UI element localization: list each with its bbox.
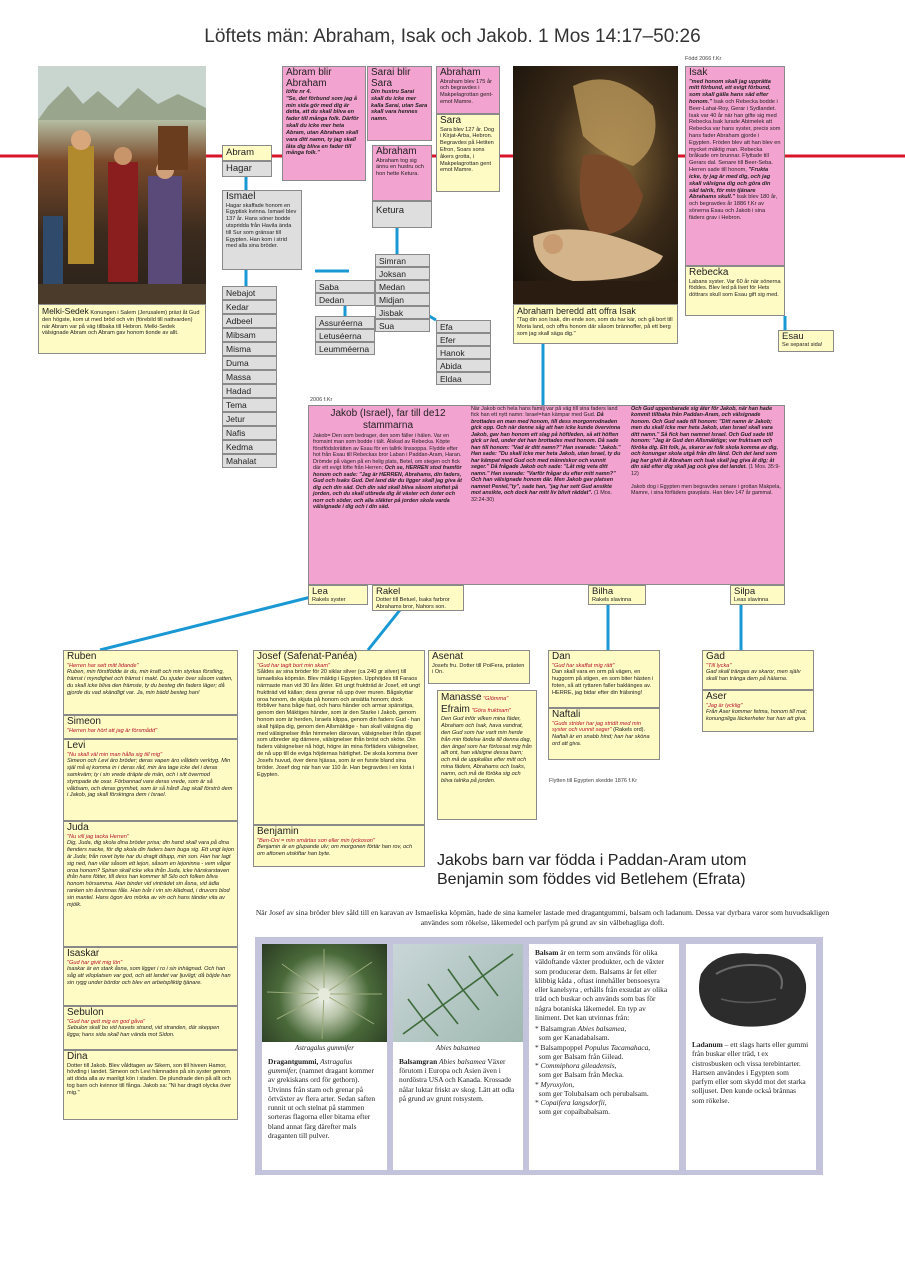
benjamin-name: Benjamin (257, 826, 299, 837)
list-item: * Copaifera langsdorfii, som ger copaibabalsam. (535, 1098, 610, 1117)
bilha-box (588, 585, 646, 605)
list-item: Nebajot (222, 286, 277, 300)
jakob-col3-end: Jakob dog i Egypten men begravdes senare i grottan Makpela, Mamre, i sina förfäders gravplats. Han blev 147 år gammal. (631, 483, 781, 497)
jakob-box (308, 405, 785, 585)
naftali-box (548, 708, 660, 760)
list-item: Mibsam (222, 328, 277, 342)
abraham-ketura-name: Abraham (376, 146, 417, 157)
list-item: Sua (375, 319, 430, 332)
balsam-item-latin: Populus Tacamahaca, (584, 1042, 651, 1052)
list-item: Misma (222, 342, 277, 356)
ladanum-text: – ett slags harts eller gummi från buskar eller träd, t ex cistrosbusken och vissa terebintarter. Hartsen användes i Egypten som parfym eller som skydd mot det starka solljuset. Den kunde också brännas som rökelse. (692, 1040, 809, 1105)
dragant-text: (namnet dragant kommer av grekiskans ord för gethorn). Utvinns från stam och grenar på örtväxter av flera arter. Sedan saften runnit ut och stelnat på stammen sorteras flagorna eller bitarna efter bland annat färg därefter mals draganten till pulver. (268, 1066, 376, 1140)
isaskar-name: Isaskar (67, 948, 100, 959)
ismael-box (222, 190, 302, 270)
balsam-branch (393, 944, 523, 1042)
abraham-death-text: Abraham blev 175 år och begravdes i Makpelagrottan gent-emot Mamre. (440, 78, 493, 105)
sara-name: Sara (440, 115, 462, 126)
gad-text: Gad skall trängas av skaror, men själv skall han tränga dem på hälarna. (706, 669, 801, 683)
manasse-name: Manasse (441, 692, 482, 703)
sebulon-text: Sebulon skall bo vid havets strand, vid stranden, där skeppen ligga; hans sida skall han vända mot Sidon. (67, 1025, 220, 1039)
list-item: Letuséerna (315, 329, 375, 342)
rebecka-text: Labans syster. Var 60 år när sönerna föddes. Blev led på livet för Hets döttrars skull som Esau gift sig med. (689, 278, 781, 299)
naftali-name: Naftali (552, 709, 581, 720)
levi-name: Levi (67, 740, 86, 751)
list-item: Tema (222, 398, 277, 412)
isak-name: Isak (689, 67, 708, 78)
balsam-tree-panel (393, 944, 523, 1170)
rakel-text: Dotter till Betuel, Isaks farbror Abrahams bror, Nahors son. (376, 596, 450, 610)
benjamin-meaning: "Ben-Oni = min smärtas son eller min lyckoson" (257, 837, 375, 844)
abraham-death-box (436, 66, 500, 114)
abraham-ketura-text: Abraham tog sig ännu en hustru och hon hette Ketura. (376, 157, 424, 178)
sebulon-box (63, 1006, 238, 1050)
isaskar-text: Isaskar är en stark åsna, som ligger i ro i sin inhägnad. Och han såg att viloplatsen var god, och att landet var ljuvligt; då böjde han sin rygg under bördor och blev en arbetspliktig tjänare. (67, 966, 231, 986)
ladanum-resin (686, 944, 816, 1034)
jakob-col2-quote: Då brottades en man med honom, till dess morgonrodnaden gick opp. Och när denne såg att han icke kunde övervinna Jakob, gav han honom ett slag på höftleden, så att höften gick ur led, under det han brottades med honom. Då sade han till honom: "Vad är ditt namn?" Han svarade: "Jakob." Han sade: "Du skall icke mer heta Jakob, utan Israel, ty du har kämpat med Gud och med människor och vunnit seger." Då frågade Jakob och sade: "Låt mig veta ditt namn." Han svarade: "Varför frågar du efter mitt namn?" Och han välsignade honom där. Men Jakob gav platsen namnet Peniel,"ty", sade han, "jag har sett Gud ansikte mot ansikte, och dock har mitt liv blivit räddat". (471, 412, 621, 497)
ruben-meaning: "Herren har sett mitt lidande" (67, 662, 139, 669)
ismael-text: Hagar skaffade honom en Egyptisk kvinna. Ismael blev 137 år. Hans söner bodde utspridda från Havila ända till Sur som gränsar till Egypten. Han kom i strid med alla sina bröder. (226, 202, 297, 250)
balsam-item-latin: Copaifera langsdorfii, (540, 1098, 607, 1107)
ruben-text: Ruben, min förstfödde är du, min kraft och min styrkas förstling, främst i myndighet och främst i makt. Du sjuder över såsom vatten, du skall icke bliva den främste, ty du besteg din faders läger; då gjorde du vad skändligt var. Ja, min bädd besteg han! (67, 669, 233, 696)
silpa-box (730, 585, 785, 605)
lea-name: Lea (312, 586, 328, 597)
jakob-col2 (471, 406, 623, 503)
dina-name: Dina (67, 1051, 88, 1062)
simeon-name: Simeon (67, 716, 101, 727)
list-item: Hanok (436, 346, 491, 359)
section-heading: Jakobs barn var födda i Paddan-Aram utom Benjamin som föddes vid Betlehem (Efrata) (437, 852, 747, 889)
list-item: Adbeel (222, 314, 277, 328)
abram-blir-abraham-name: Abram blir Abraham (286, 67, 332, 89)
dan-meaning: "Gud har skaffat mig rätt" (552, 662, 615, 669)
jakob-col1-quote: Och se, HERREN stod framför honom och sade: "Jag är HERREN, Abrahams, din faders, Gud och Isaks Gud. Det land där du ligger skall jag giva åt dig och din säd. Och din säd skall bliva såsom stoftet på jorden, och du skall utbreda dig åt väster och öster och norr och söder, och alla släkter på jorden skola varda välsignade i dig och i din säd. (313, 465, 462, 511)
dragant-latin: Astragalus gummifer, (268, 1056, 353, 1075)
lea-box (308, 585, 368, 605)
isaskar-box (63, 947, 238, 1006)
simeon-meaning: "Herren har hört att jag är försmådd" (67, 727, 158, 734)
list-item: * Commiphora gileadensis, som ger Balsam från Mecka. (535, 1061, 624, 1080)
balsam-title: Balsam (535, 948, 559, 957)
balsam-item-pre: Balsamgran (540, 1024, 576, 1033)
list-item: Jisbak (375, 306, 430, 319)
balsam-item-latin: Myroxylon, (540, 1079, 575, 1089)
hagar-box: Hagar (222, 161, 272, 177)
gad-box (702, 650, 814, 690)
asenat-name: Asenat (432, 651, 464, 662)
list-item: Kedar (222, 300, 277, 314)
esau-box (778, 330, 834, 352)
juda-box (63, 821, 238, 947)
balsam-tree-title: Balsamgran (399, 1056, 438, 1066)
list-item: Efa (436, 320, 491, 333)
balsam-tree-text: Växer förutom i Europa och Asien även i nordöstra USA och Kanada. Krossade nålar luktar friskt av skog. Lätt att odla på grund av grunt rotsystem. (399, 1056, 515, 1103)
ruben-box (63, 650, 238, 715)
isaskar-meaning: "Gud har givit mig lön" (67, 959, 123, 966)
promise-ref: löfte nr 4. (286, 89, 312, 95)
isak-date: Född 2066 f.Kr (685, 56, 722, 62)
list-item: Midjan (375, 293, 430, 306)
list-item: Efer (436, 333, 491, 346)
melkisedek-text: Konungen i Salem (Jerusalem) präst åt Gud den högste, kom ut med bröd och vin (förebild till nattvarden) när Abram var på väg tillbaka till Hebron. Melki-Sedek välsignade Abram och Abram gav honom tionde av allt. (42, 310, 200, 337)
manasse-efraim-box (437, 690, 537, 820)
benjamin-text: Benjamin är en glupande ulv; om morgonen förtär han rov, och om aftonen utskiftar han byte. (257, 844, 413, 858)
juda-meaning: "Nu vill jag tacka Herren" (67, 833, 129, 840)
isak-text1: Isak och Rebecka bodde i Beer-Lahai-Roy, Gerar i Sydlandet. Isak var 40 år när han gifte sig med Rebecka.Isak lurade Abimelek att Rebecka var hans syster, precis som hans fader Abraham gjorde i Egypten. Fröden blev att han blev en mycket mäktig man. Rebecka bråkade om brunnar. Flyttade till Gerars dal. Senare till Beer-Seba. Herren sade till honom, (689, 98, 781, 174)
list-item: Saba (315, 280, 375, 293)
list-item: Assuréerna (315, 316, 375, 329)
efraim-name: Efraim (441, 704, 470, 716)
painting-figures (38, 66, 206, 304)
list-item: * Balsamgran Abies balsamea, som ger Kanadabalsam. (535, 1024, 627, 1043)
dina-text: Dotter till Jakob. Blev våldtagen av Sikem, son till hiveen Hamor, hövding i landet. Simeon och Levi hämnades på sin syster genom att döda alla av manligt kön i staden. De plundrade den på allt och tog barn och kvinnor till fånga. Jakob sa: "Ni har dragit olycka över mig." (67, 1062, 231, 1096)
list-item: Hadad (222, 384, 277, 398)
spice-intro: När Josef av sina bröder blev såld till en karavan av Ismaeliska köpmän, hade de sina kameler lastade med dragantgummi, balsam och ladanum. Dessa var dyrbara varor som huvudsakligen användes som rökelse, läkemedel och parfym på grund av sin välbehagliga doft. (255, 908, 830, 927)
asenat-text: Josefs fru. Dotter till PoiFera, prästen i On. (432, 662, 525, 676)
isak-box (685, 66, 785, 266)
page-title: Löftets män: Abraham, Isak och Jakob. 1 Mos 14:17–50:26 (204, 26, 701, 47)
balsam-panel (529, 944, 679, 1170)
jakob-col2-intro: När Jakob och hela hans familj var på väg till sina faders land fick han ett nytt namn: Israel=han kämpar med Gud. (471, 406, 618, 419)
levi-text: Simeon och Levi äro bröder; deras vapen äro våldets verktyg. Min själ må ej komma in i deras råd, min ära tage icke del i deras samkväm; ty i sin vrede dräpte de män, och i sitt övermod stympade de oxar. Förbannad vare deras vrede, som är så våldsam, och deras grymhet, som är så hård! Jag skall förströ dem i Jakob, jag skall förskingra dem i Israel. (67, 758, 233, 799)
list-item: * Myroxylon, som ger Tolubalsam och perubalsam. (535, 1079, 649, 1098)
jakob-col3 (631, 406, 781, 497)
balsam-item-post: som ger Tolubalsam och perubalsam. (538, 1088, 649, 1098)
sara-box (436, 114, 500, 192)
balsam-list (535, 1024, 673, 1117)
abraham-death-name: Abraham (440, 67, 481, 78)
list-item: Nafis (222, 426, 277, 440)
migration-date: Flytten till Egypten skedde 1876 f.Kr (549, 778, 638, 784)
list-item: Eldaa (436, 372, 491, 385)
benjamin-box (253, 825, 425, 867)
isak-promise: "med honom skall jag upprätta mitt förbund, ett evigt förbund, som skall gälla hans säd efter honom." (689, 78, 771, 105)
lea-text: Rakels syster (312, 596, 346, 603)
sarai-text: Din hustru Sarai skall du icke mer kalla Sarai, utan Sara skall vara hennes namn. (371, 89, 428, 123)
balsam-item-latin: Abies balsamea, (577, 1024, 627, 1033)
balsam-tree-caption: Abies balsamea (435, 1044, 481, 1052)
offering-name: Abraham beredd att offra Isak (517, 306, 636, 316)
list-item: Mahalat (222, 454, 277, 468)
abram-blir-abraham-box (282, 66, 366, 181)
sebulon-meaning: "Gud har gett mig en god gåva" (67, 1018, 145, 1025)
balsam-text: är en term som används för olika väldoftande växter produkter, och de växter som producerar dem. Balsams är fet eller klibbig kåda , oftast innehåller bensoesyra eller kanelsyra , erhålls från exsudat av olika träd och buskar och används som bas för några botaniska läkemedel. En typ av liniment. Det kan utvinnas från: (535, 948, 668, 1022)
ladanum-title: Ladanum (692, 1040, 723, 1049)
silpa-text: Leas slavinna (734, 596, 769, 603)
rebecka-name: Rebecka (689, 267, 729, 278)
juda-name: Juda (67, 822, 89, 833)
list-item: Leumméerna (315, 342, 375, 355)
ruben-name: Ruben (67, 651, 97, 662)
sarai-blir-sara-box (367, 66, 432, 141)
dragant-caption: Astragalus gummifer (295, 1044, 354, 1052)
levi-box (63, 739, 238, 821)
bilha-name: Bilha (592, 586, 614, 597)
offering-box (513, 304, 678, 344)
efraim-meaning: "Göra fruktsam" (471, 708, 511, 715)
jakob-col3-quote: Och Gud uppenbarade sig åter för Jakob, när han hade kommit tillbaka från Paddan-Aram, och välsignade honom. Och Gud sade till honom: "Ditt namn är Jakob; men du skall icke mer heta Jakob, utan Israel skall vara ditt namn." Så fick han namnet Israel. Och Gud sade till honom: "Jag är Gud den Allsmäktige; var fruktsam och föröka dig. Ett folk, ja, skaror av folk skola komma av dig, och konungar skola utgå från din länd. Och det land som jag har givit åt Abraham och Isak skall jag giva åt dig; åt din säd efter dig skall jag ock giva det landet. (631, 406, 779, 471)
melkisedek-name: Melki-Sedek (42, 306, 89, 316)
bilha-text: Rakels slavinna (592, 596, 632, 603)
jakob-col1-intro: Jakob= Den som bedrager, den som fäller i hälen. Var en fromsint man som bodde i tält. Älskad av Rebecka. Köpte förstfödslorätten av Esau för en tallrik linssoppa. Flydde efter hot från Esau till Rebeckas bror Laban i Paddan-Aram, Haran. Drömde på vägen på en helig plats, Betel, om stegen och fick där ett evigt löfte från Herren; (313, 433, 462, 472)
melkisedek-painting (38, 66, 206, 304)
ketura-box: Ketura (372, 201, 432, 228)
ismael-name: Ismael (226, 191, 256, 202)
jakob-date: 2006 f.Kr (310, 397, 333, 403)
rakel-name: Rakel (376, 586, 401, 597)
list-item: Dedan (315, 293, 375, 306)
dragant-panel (262, 944, 387, 1170)
aser-box (702, 690, 814, 732)
juda-text: Dig, Juda, dig skola dina bröder prisa; din hand skall vara på dina fienders nacke, för dig skola din faders barn buga sig. Ett ungt lejon är Juda; från rovet byte har du dragit ditupp, min son. Han har lagt sig ned, han vilar såsom ett lejon, såsom en lejoninna - vem vågar oroa honom? Spiran skall icke vika ifrån Juda, icke härskarstaven ifrån hans fötter, till dess han kommer till Silo och folken bliva honom hörsamma. Han binder vid vinträdet sin åsna, vid ädla ranken sin åsninnas fåle. Han tvår i vin sin klädnad, i druvors blod sin mantel. Hans ögon äro mörka av vin och hans tänder vita av mjölk. (67, 840, 234, 908)
gad-name: Gad (706, 651, 725, 662)
asenat-box (428, 650, 530, 684)
isak-promise2: "Frukta icke, ty jag är med dig, och jag skall välsigna dig och göra din säd talrik, för min tjänare Abrahams skull." (689, 167, 771, 201)
list-item: Medan (375, 280, 430, 293)
offering-painting (513, 66, 678, 304)
sebulon-name: Sebulon (67, 1007, 104, 1018)
josef-name: Josef (Safenat-Panéa) (257, 651, 358, 662)
abraham-ketura-box (372, 145, 432, 201)
balsam-tree-photo (393, 944, 523, 1042)
melkisedek-box (38, 304, 206, 354)
list-item: Simran (375, 254, 430, 267)
sarai-name: Sarai blir Sara (371, 67, 411, 89)
aser-text: Från Aser kommer fetma, honom till mat; konungsliga läckerheter har han att giva. (706, 709, 808, 723)
josef-meaning: "Gud har tagit bort min skam" (257, 662, 330, 669)
dan-box (548, 650, 660, 708)
dragant-plant (262, 944, 387, 1042)
naftali-text: Naftali är en snabb hind; han har sköna ord att giva. (552, 734, 650, 747)
ladanum-photo (686, 944, 816, 1034)
list-item: * Balsampoppel Populus Tacamahaca, som ger Balsam från Gilead. (535, 1042, 651, 1061)
balsam-item-post: som ger Kanadabalsam. (538, 1033, 610, 1043)
dragant-photo (262, 944, 387, 1042)
gad-meaning: "Till lycka" (706, 662, 732, 669)
dragant-title: Dragantgummi, (268, 1056, 319, 1066)
esau-text: Se separat sida! (782, 341, 823, 348)
list-item: Joksan (375, 267, 430, 280)
josef-text: Såldes av sina bröder för 20 siklar silver (ca 240 gr silver) till ismaeliska köpmän. Blev mäktig i Egypten. Upphöjdes till Faraos närmaste man vid 30 års ålder. Ett ungt fruktträd är Josef, ett ungt fruktträd vid källan; dess grenar nå upp över muren. Bågskyttar oroa honom, de skjuta på honom och ansätta honom; dock förbliver hans båge fast, och hans händer och armar spänstiga, genom den Mäktiges händer, som är den Starke i Jakob, genom honom som är herden, Israels klippa, genom din faders Gud - han skall hjälpa dig, genom den Allsmäktige - han skall välsigna dig med välsignelser ifrån himmelen därovan, välsignelser ifrån djupet som utbreder sig därnere, välsignelser ifrån bröst och sköte. Din faders välsignelser nå högt, högre än mina förfäders välsignelser, de nå upp till de eviga höjdernas härlighet. De skola komma över Josefs huvud, över dens hjässa, som är en furste bland sina bröder. Josef dog när han var 110 år. Han begravdes i en kista i Egypten. (257, 669, 421, 778)
jakob-name: Jakob (Israel), far till de12 stammarna (330, 408, 446, 431)
balsam-item-post: som ger Balsam från Mecka. (538, 1070, 624, 1080)
balsam-item-post: som ger copaibabalsam. (538, 1107, 610, 1117)
balsam-tree-latin: Abies balsamea (439, 1056, 486, 1066)
list-item: Jetur (222, 412, 277, 426)
naftali-meaning: "Guds strider har jag stridit med min syster och vunnit seger" (552, 720, 642, 734)
rakel-box (372, 585, 464, 611)
abram-box: Abram (222, 145, 272, 161)
sara-text: Sara blev 127 år. Dog i Kirjat-Arba, Hebron. Begravdes på Hetiten Efron, Soars sons åkers grotta, i Makpelagrottan gent emot Mamre. (440, 126, 495, 174)
jakob-col2-ref: (1 Mos. 32:24-30) (471, 490, 612, 503)
esau-name: Esau (782, 331, 804, 342)
manasse-meaning: "Glömma" (483, 696, 509, 702)
silpa-name: Silpa (734, 586, 756, 597)
simeon-box (63, 715, 238, 739)
jakob-col1 (313, 408, 463, 511)
isak-text2: Isak blev 180 år, och begravdes år 1886 f.Kr av sönerna Esau och Jakob i sina fäders grav i Hebron. (689, 194, 778, 221)
offering-text: "Tag din son Isak, din ende son, som du har kär, och gå bort till Moria land, och offra honom där såsom brännoffer, på ett berg som jag skall säga dig." (517, 316, 673, 337)
list-item: Abida (436, 359, 491, 372)
efraim-text: Den Gud inför vilken mina fäder, Abraham och Isak, hava vandrat, den Gud som har varit min herde från min födelse ända till denna dag, den ängel som har förlossat mig från allt ont, han välsigne dessa barn; och må de uppkallas efter mitt och mina fäders, Abrahams och Isaks, namn, och må de föröka sig och bliva talrika på jorden. (441, 716, 532, 784)
promise-text: "Se, det förbund som jag å min sida gör med dig är detta, att du skall bliva en fader till många folk. Därför skall du icke mer heta Abram, utan Abraham skall vara ditt namn, ty jag skall låta dig bliva en fader till många folk." (286, 95, 359, 157)
rebecka-box (685, 266, 785, 316)
dan-text: Dan skall vara en orm på vägen, en huggorm på stigen, en som biter hästen i foten, så att ryttaren faller baklänges av. HERRE, jag bidar efter din frälsning! (552, 669, 654, 696)
balsam-item-post: som ger Balsam från Gilead. (538, 1051, 624, 1061)
aser-meaning: "Jag är lycklig" (706, 702, 743, 709)
josef-box (253, 650, 425, 825)
offering-figures (513, 66, 678, 304)
balsam-item-pre: Balsampoppel (540, 1042, 583, 1052)
jakob-col3-ref: (1 Mos. 35:9-12) (631, 464, 781, 477)
list-item: Duma (222, 356, 277, 370)
naftali-text-a: (Rakels ord). (613, 727, 646, 734)
aser-name: Aser (706, 691, 727, 702)
dina-box (63, 1050, 238, 1120)
ladanum-panel (686, 944, 816, 1170)
balsam-item-latin: Commiphora gileadensis, (540, 1061, 617, 1070)
list-item: Kedma (222, 440, 277, 454)
dan-name: Dan (552, 651, 571, 662)
list-item: Massa (222, 370, 277, 384)
levi-meaning: "Nu skall väl min man hålla sig till mig" (67, 751, 163, 758)
